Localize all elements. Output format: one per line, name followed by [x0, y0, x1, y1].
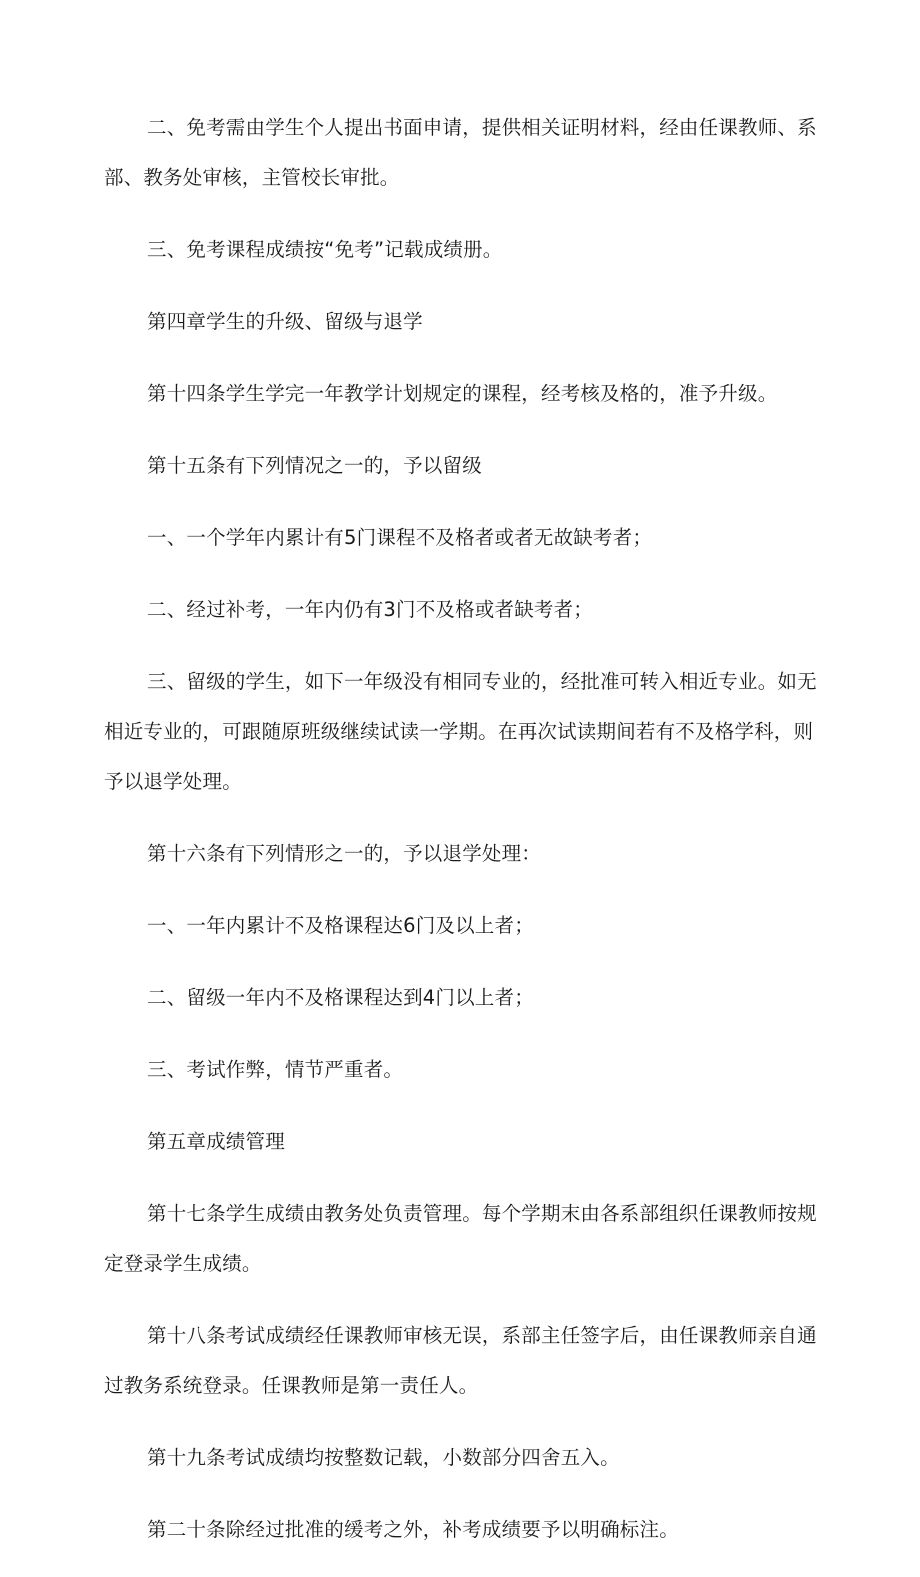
- article-16-item-3: 三、考试作弊，情节严重者。: [147, 1058, 404, 1081]
- article-16: 第十六条有下列情形之一的，予以退学处理：: [147, 842, 542, 865]
- article-19: 第十九条考试成绩均按整数记载，小数部分四舍五入。: [147, 1446, 620, 1469]
- chapter-4-heading: 第四章学生的升级、留级与退学: [147, 310, 423, 333]
- article-14: 第十四条学生学完一年教学计划规定的课程，经考核及格的，准予升级。: [147, 382, 778, 405]
- article-15-item-3: 三、留级的学生，如下一年级没有相同专业的，经批准可转入相近专业。如无相近专业的，可跟随原班级继续试读一学期。在再次试读期间若有不及格学科，则予以退学处理。: [104, 670, 817, 793]
- chapter-5-heading: 第五章成绩管理: [147, 1130, 285, 1153]
- article-16-item-2: 二、留级一年内不及格课程达到4门以上者；: [147, 986, 534, 1009]
- paragraph-exemption-record: 三、免考课程成绩按“免考”记载成绩册。: [147, 238, 503, 261]
- article-15: 第十五条有下列情况之一的，予以留级: [147, 454, 482, 477]
- article-15-item-1: 一、一个学年内累计有5门课程不及格者或者无故缺考者；: [147, 526, 653, 549]
- article-20: 第二十条除经过批准的缓考之外，补考成绩要予以明确标注。: [147, 1518, 679, 1541]
- article-17: 第十七条学生成绩由教务处负责管理。每个学期末由各系部组织任课教师按规定登录学生成绩。: [104, 1202, 817, 1275]
- article-15-item-2: 二、经过补考，一年内仍有3门不及格或者缺考者；: [147, 598, 594, 621]
- article-18: 第十八条考试成绩经任课教师审核无误，系部主任签字后，由任课教师亲自通过教务系统登录。任课教师是第一责任人。: [104, 1324, 817, 1397]
- article-16-item-1: 一、一年内累计不及格课程达6门及以上者；: [147, 914, 534, 937]
- paragraph-exemption-application: 二、免考需由学生个人提出书面申请，提供相关证明材料，经由任课教师、系部、教务处审核，主管校长审批。: [104, 116, 817, 189]
- document-page: [104, 103, 824, 1577]
